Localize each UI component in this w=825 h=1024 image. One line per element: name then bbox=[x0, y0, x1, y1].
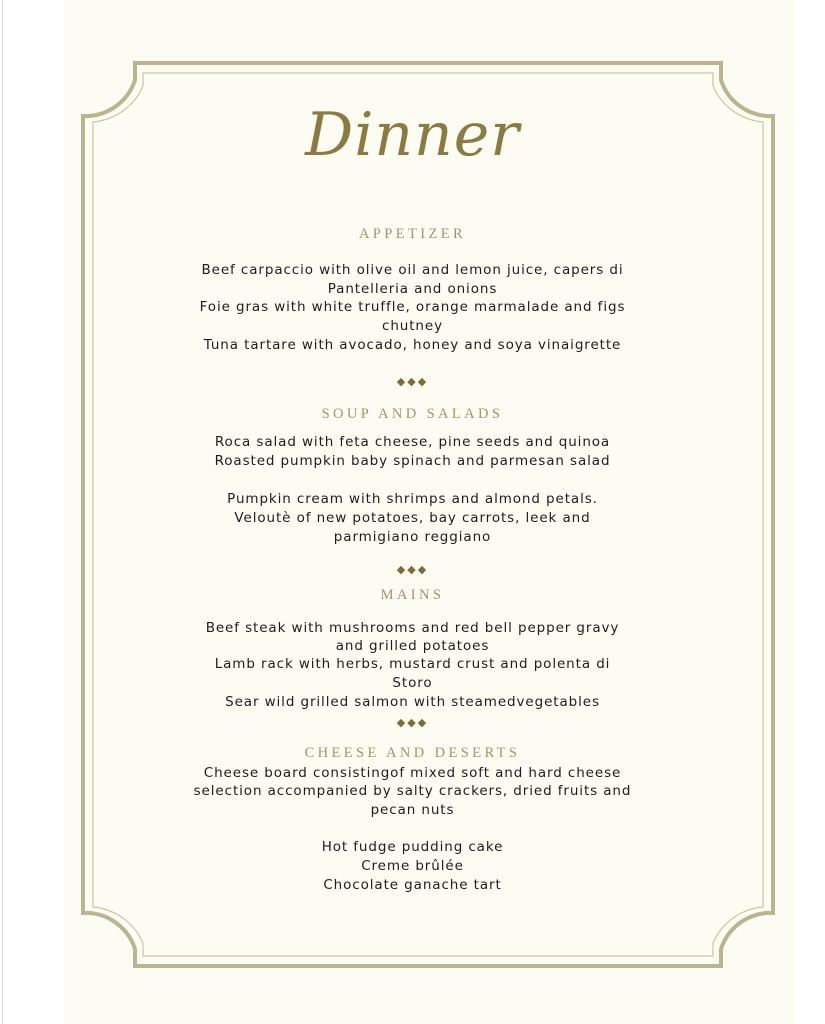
menu-line: Pantelleria and onions bbox=[327, 281, 498, 297]
menu-line: Pumpkin cream with shrimps and almond petals. bbox=[227, 491, 598, 507]
section-heading-appetizer: APPETIZER bbox=[358, 226, 467, 242]
menu-line: Beef carpaccio with olive oil and lemon juice, capers di bbox=[201, 262, 624, 278]
menu-line: Hot fudge pudding cake bbox=[321, 839, 504, 855]
menu-line: Tuna tartare with avocado, honey and soya vinaigrette bbox=[203, 337, 622, 353]
menu-line: selection accompanied by salty crackers, dried fruits and bbox=[193, 783, 632, 799]
menu-line: Creme brûlée bbox=[361, 858, 464, 874]
menu-line: chutney bbox=[382, 318, 443, 334]
section-heading-soup-and-salads: SOUP AND SALADS bbox=[321, 406, 504, 422]
menu-line: parmigiano reggiano bbox=[333, 529, 492, 545]
section-heading-cheese-and-deserts: CHEESE AND DESERTS bbox=[304, 745, 521, 761]
menu-line: Foie gras with white truffle, orange marmalade and figs bbox=[199, 299, 626, 315]
menu-line: Lamb rack with herbs, mustard crust and polenta di bbox=[214, 656, 611, 672]
diamond-divider: ◆◆◆ bbox=[396, 716, 429, 729]
menu-line: Sear wild grilled salmon with steamedvegetables bbox=[225, 694, 600, 710]
diamond-divider: ◆◆◆ bbox=[396, 375, 429, 388]
menu-line: Roasted pumpkin baby spinach and parmesan salad bbox=[214, 453, 611, 469]
menu-line: Veloutè of new potatoes, bay carrots, leek and bbox=[234, 510, 591, 526]
menu-line: and grilled potatoes bbox=[335, 638, 490, 654]
menu-title: Dinner bbox=[305, 100, 520, 170]
menu-line: Cheese board consistingof mixed soft and hard cheese bbox=[203, 765, 622, 781]
menu-line: Chocolate ganache tart bbox=[323, 877, 502, 893]
menu-line: pecan nuts bbox=[370, 802, 455, 818]
menu-line: Storo bbox=[392, 675, 433, 691]
menu-line: Roca salad with feta cheese, pine seeds and quinoa bbox=[214, 434, 611, 450]
diamond-divider: ◆◆◆ bbox=[396, 563, 429, 576]
menu-line: Beef steak with mushrooms and red bell pepper gravy bbox=[205, 620, 620, 636]
section-heading-mains: MAINS bbox=[380, 587, 445, 603]
